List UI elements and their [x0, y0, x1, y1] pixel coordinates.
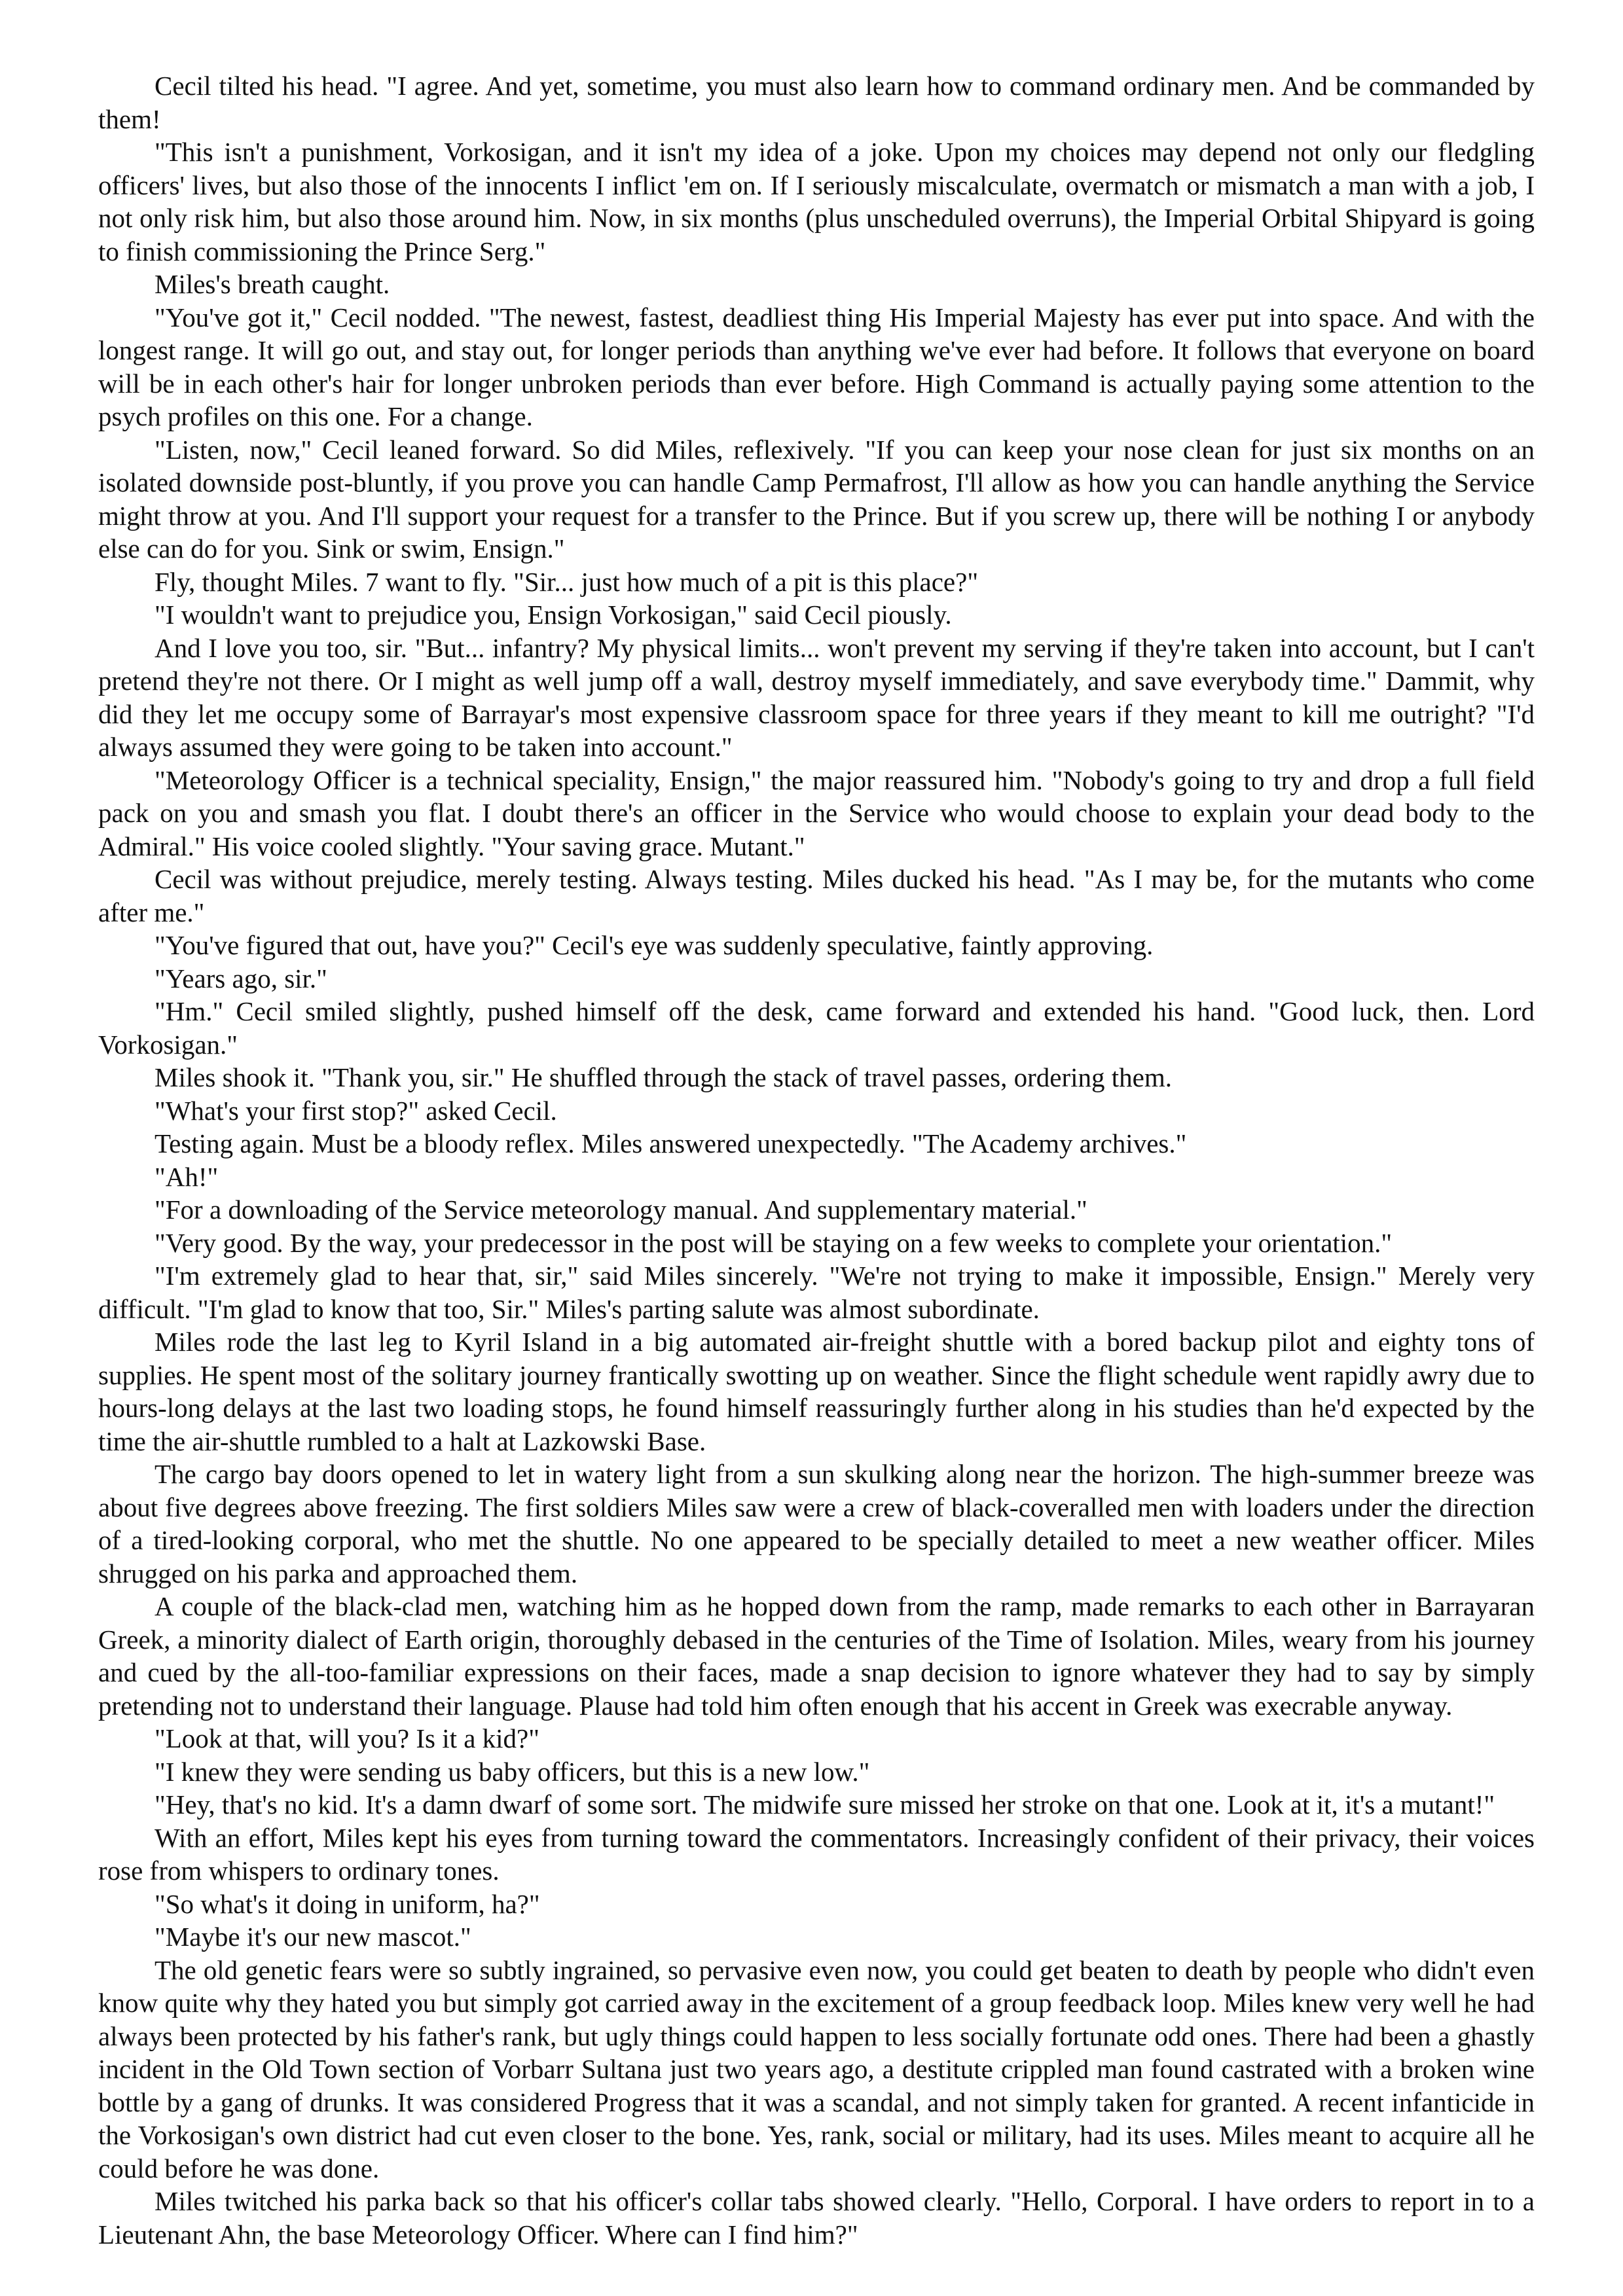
paragraph-26: "Hey, that's no kid. It's a damn dwarf of some sort. The midwife sure missed her stroke on that one. Look at it, it's a mutant!" — [155, 1789, 1495, 1820]
paragraph-16: Testing again. Must be a bloody reflex. Miles answered unexpectedly. "The Academy archives." — [155, 1128, 1187, 1158]
paragraph-28: "So what's it doing in uniform, ha?" — [155, 1888, 540, 1919]
paragraph-18: "For a downloading of the Service meteorology manual. And supplementary material." — [155, 1194, 1087, 1225]
paragraph-15: "What's your first stop?" asked Cecil. — [155, 1095, 557, 1126]
paragraph-31: Miles twitched his parka back so that his officer's collar tabs showed clearly. "Hello, Corporal. I have orders to report in to a Lieutenant Ahn, the base Meteorology Officer. Where can I find him?" — [98, 2186, 1535, 2250]
paragraph-21: Miles rode the last leg to Kyril Island in a big automated air-freight shuttle with a bored backup pilot and eighty tons of supplies. He spent most of the solitary journey frantically swotting up on weather. Since the flight schedule went rapidly awry due to hours-long delays at the last two loading stops, he found himself reassuringly further along in his studies than he'd expected by the time the air-shuttle rumbled to a halt at Lazkowski Base. — [98, 1327, 1535, 1456]
paragraph-23: A couple of the black-clad men, watching him as he hopped down from the ramp, made remarks to each other in Barrayaran Greek, a minority dialect of Earth origin, thoroughly debased in the centuries of the Time of Isolation. Miles, weary from his journey and cued by the all-too-familiar expressions on their faces, made a snap decision to ignore whatever they had to say by simply pretending not to understand their language. Plause had told him often enough that his accent in Greek was execrable anyway. — [98, 1591, 1535, 1721]
paragraph-10: Cecil was without prejudice, merely testing. Always testing. Miles ducked his head. "As I may be, for the mutants who come after me." — [98, 864, 1535, 927]
paragraph-12: "Years ago, sir." — [155, 963, 327, 994]
paragraph-17: "Ah!" — [155, 1161, 219, 1192]
paragraph-4: "You've got it," Cecil nodded. "The newest, fastest, deadliest thing His Imperial Majesty has ever put into space. And with the longest range. It will go out, and stay out, for longer periods than anything we've ever had before. It follows that everyone on board will be in each other's hair for longer unbroken periods than ever before. High Command is actually paying some attention to the psych profiles on this one. For a change. — [98, 302, 1535, 431]
paragraph-6: Fly, thought Miles. 7 want to fly. "Sir... just how much of a pit is this place?" — [155, 566, 979, 597]
paragraph-27: With an effort, Miles kept his eyes from turning toward the commentators. Increasingly confident of their privacy, their voices rose from whispers to ordinary tones. — [98, 1822, 1535, 1886]
paragraph-30: The old genetic fears were so subtly ingrained, so pervasive even now, you could get beaten to death by people who didn't even know quite why they hated you but simply got carried away in the excitement of a group feedback loop. Miles knew very well he had always been protected by his father's rank, but ugly things could happen to less socially fortunate odd ones. There had been a ghastly incident in the Old Town section of Vorbarr Sultana just two years ago, a destitute crippled man found castrated with a broken wine bottle by a gang of drunks. It was considered Progress that it was a scandal, and not simply taken for granted. A recent infanticide in the Vorkosigan's own district had cut even closer to the bone. Yes, rank, social or military, had its uses. Miles meant to acquire all he could before he was done. — [98, 1954, 1535, 2183]
paragraph-25: "I knew they were sending us baby officers, but this is a new low." — [155, 1756, 870, 1787]
paragraph-5: "Listen, now," Cecil leaned forward. So did Miles, reflexively. "If you can keep your nose clean for just six months on an isolated downside post-bluntly, if you prove you can handle Camp Permafrost, I'll allow as how you can handle anything the Service might throw at you. And I'll support your request for a transfer to the Prince. But if you screw up, there will be nothing I or anybody else can do for you. Sink or swim, Ensign." — [98, 434, 1535, 564]
paragraph-22: The cargo bay doors opened to let in watery light from a sun skulking along near the horizon. The high-summer breeze was about five degrees above freezing. The first soldiers Miles saw were a crew of black-coveralled men with loaders under the direction of a tired-looking corporal, who met the shuttle. No one appeared to be specially detailed to meet a new weather officer. Miles shrugged on his parka and approached them. — [98, 1459, 1535, 1588]
paragraph-7: "I wouldn't want to prejudice you, Ensign Vorkosigan," said Cecil piously. — [155, 600, 952, 630]
paragraph-14: Miles shook it. "Thank you, sir." He shuffled through the stack of travel passes, ordering them. — [155, 1062, 1172, 1092]
paragraph-9: "Meteorology Officer is a technical speciality, Ensign," the major reassured him. "Nobody's going to try and drop a full field pack on you and smash you flat. I doubt there's an officer in the Service who would choose to explain your dead body to the Admiral." His voice cooled slightly. "Your saving grace. Mutant." — [98, 764, 1535, 861]
paragraph-13: "Hm." Cecil smiled slightly, pushed himself off the desk, came forward and extended his hand. "Good luck, then. Lord Vorkosigan." — [98, 996, 1535, 1060]
paragraph-3: Miles's breath caught. — [155, 269, 390, 299]
paragraph-1: Cecil tilted his head. "I agree. And yet, sometime, you must also learn how to command ordinary men. And be commanded by them! — [98, 71, 1535, 134]
paragraph-11: "You've figured that out, have you?" Cecil's eye was suddenly speculative, faintly approving. — [155, 930, 1154, 960]
paragraph-8: And I love you too, sir. "But... infantry? My physical limits... won't prevent my serving if they're taken into account, but I can't pretend they're not there. Or I might as well jump off a wall, destroy myself immediately, and save everybody time." Dammit, why did they let me occupy some of Barrayar's most expensive classroom space for three years if they meant to kill me outright? "I'd always assumed they were going to be taken into account." — [98, 632, 1535, 762]
paragraph-20: "I'm extremely glad to hear that, sir," said Miles sincerely. "We're not trying to make it impossible, Ensign." Merely very difficult. "I'm glad to know that too, Sir." Miles's parting salute was almost subordinate. — [98, 1261, 1535, 1324]
paragraph-2: "This isn't a punishment, Vorkosigan, and it isn't my idea of a joke. Upon my choices may depend not only our fledgling officers' lives, but also those of the innocents I inflict 'em on. If I seriously miscalculate, overmatch or mismatch a man with a job, I not only risk him, but also those around him. Now, in six months (plus unscheduled overruns), the Imperial Orbital Shipyard is going to finish commissioning the Prince Serg." — [98, 137, 1535, 266]
paragraph-24: "Look at that, will you? Is it a kid?" — [155, 1723, 539, 1753]
paragraph-19: "Very good. By the way, your predecessor in the post will be staying on a few weeks to complete your orientation." — [155, 1227, 1393, 1258]
paragraph-29: "Maybe it's our new mascot." — [155, 1922, 471, 1952]
